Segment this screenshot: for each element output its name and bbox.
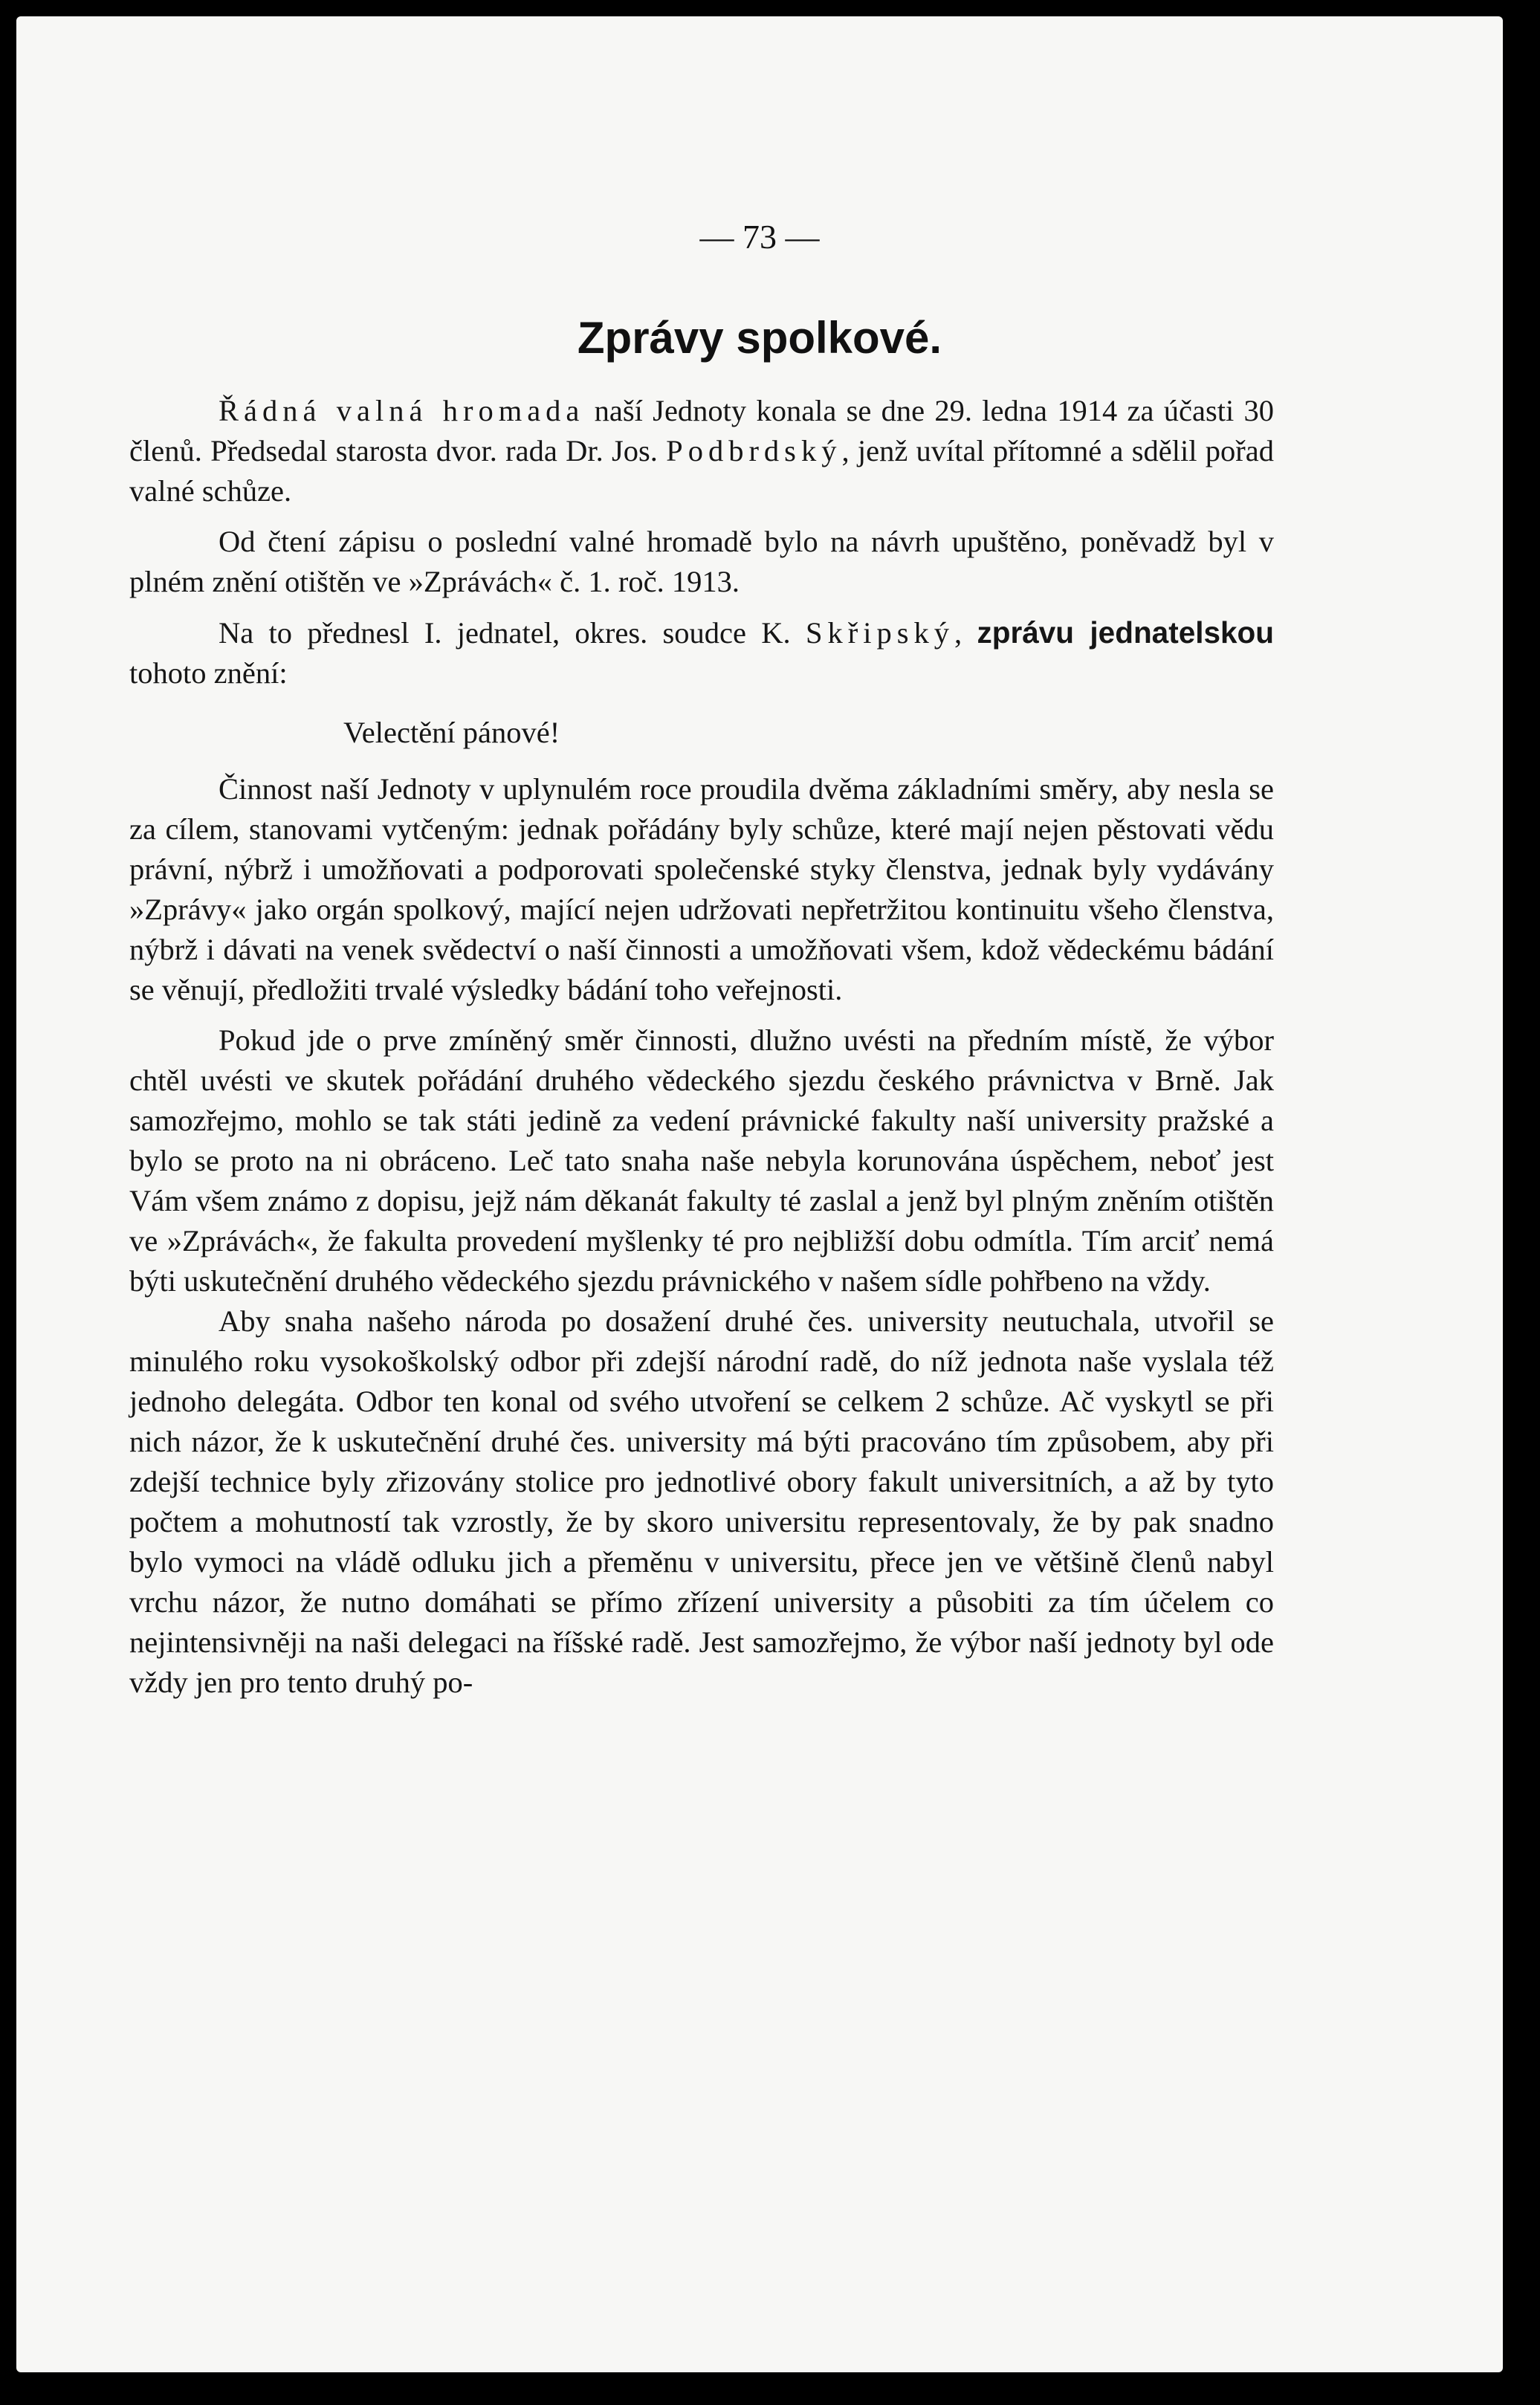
paragraph-text: , jenž uvítal přítomné a sdělil pořad valné schůze. bbox=[129, 434, 1274, 508]
page-number: — 73 — bbox=[699, 218, 820, 256]
body-text bbox=[129, 391, 1274, 1703]
document-page bbox=[16, 16, 1503, 2372]
paragraph-text: naší Jednoty konala se dne 29. ledna 1914 za účasti 30 členů. Předsedal starosta dvor. rada Dr. Jos. bbox=[129, 394, 1274, 467]
report-title: zprávu jednatelskou bbox=[977, 615, 1274, 650]
paragraph-university: Aby snaha našeho národa po dosažení druhé čes. university neutuchala, utvořil se minulého roku vysokoškolský odbor při zdejší národní radě, do níž jednota naše vyslala též jednoho delegáta. Odbor ten konal od svého utvoření se celkem 2 schůze. Ač vyskytl se při nich názor, že k uskutečnění druhé čes. university má býti pracováno tím způsobem, aby při zdejší technice byly zřizovány stolice pro jednotlivé obory fakult universitních, a až by tyto počtem a mohutností tak vzrostly, že by skoro universitu representovaly, že by pak snadno bylo vymoci na vládě odluku jich a přeměnu v universitu, přece jen ve většině členů nabyl vrchu názor, že nutno domáhati se přímo zřízení university a působiti za tím účelem co nejintensivněji na naši delegaci na říšské radě. Jest samozřejmo, že výbor naší jednoty byl ode vždy jen pro tento druhý po- bbox=[129, 1304, 1274, 1699]
chairman-name: Podbrdský bbox=[666, 434, 842, 467]
meeting-lead: Řádná valná hromada bbox=[219, 394, 585, 427]
paragraph-congress: Pokud jde o prve zmíněný směr činnosti, dlužno uvésti na předním místě, že výbor chtěl uvésti ve skutek pořádání druhého vědeckého sjezdu českého právnictva v Brně. Jak samozřejmo, mohlo se tak státi jedině za vedení právnické fakulty naší university pražské a bylo se proto na ni obráceno. Leč tato snaha naše nebyla korunována úspěchem, neboť jest Vám všem známo z dopisu, jejž nám děkanát fakulty té zaslal a jenž byl plným zněním otištěn ve »Zprávách«, že fakulta provedení myšlenky té pro nejbližší dobu odmítla. Tím arciť nemá býti uskutečnění druhého vědeckého sjezdu právnického v našem sídle pohřbeno na vždy. bbox=[129, 1023, 1274, 1298]
page-title: Zprávy spolkové. bbox=[577, 313, 942, 363]
paragraph-minutes: Od čtení zápisu o poslední valné hromadě bylo na návrh upuštěno, poněvadž byl v plném znění otištěn ve »Zprávách« č. 1. roč. 1913. bbox=[129, 525, 1274, 598]
salutation: Velectění pánové! bbox=[343, 716, 560, 749]
paragraph-report-intro bbox=[129, 612, 1274, 693]
paragraph-general-meeting bbox=[129, 391, 1274, 511]
paragraph-activity: Činnost naší Jednoty v uplynulém roce proudila dvěma základními směry, aby nesla se za cílem, stanovami vytčeným: jednak pořádány byly schůze, které mají nejen pěstovati vědu právní, nýbrž i umožňovati a podporovati společenské styky členstva, jednak byly vydávány »Zprávy« jako orgán spolkový, mající nejen udržovati nepřetržitou kontinuitu všeho členstva, nýbrž i dávati na venek svědectví o naší činnosti a umožňovati všem, kdož vědeckému bádání se věnují, předložiti trvalé výsledky bádání toho veřejnosti. bbox=[129, 772, 1274, 1006]
paragraph-text: , bbox=[954, 616, 977, 650]
paragraph-text: Na to přednesl I. jednatel, okres. soudce K. bbox=[219, 616, 806, 650]
secretary-name: Skřipský bbox=[805, 616, 955, 650]
paragraph-text: tohoto znění: bbox=[129, 656, 288, 690]
